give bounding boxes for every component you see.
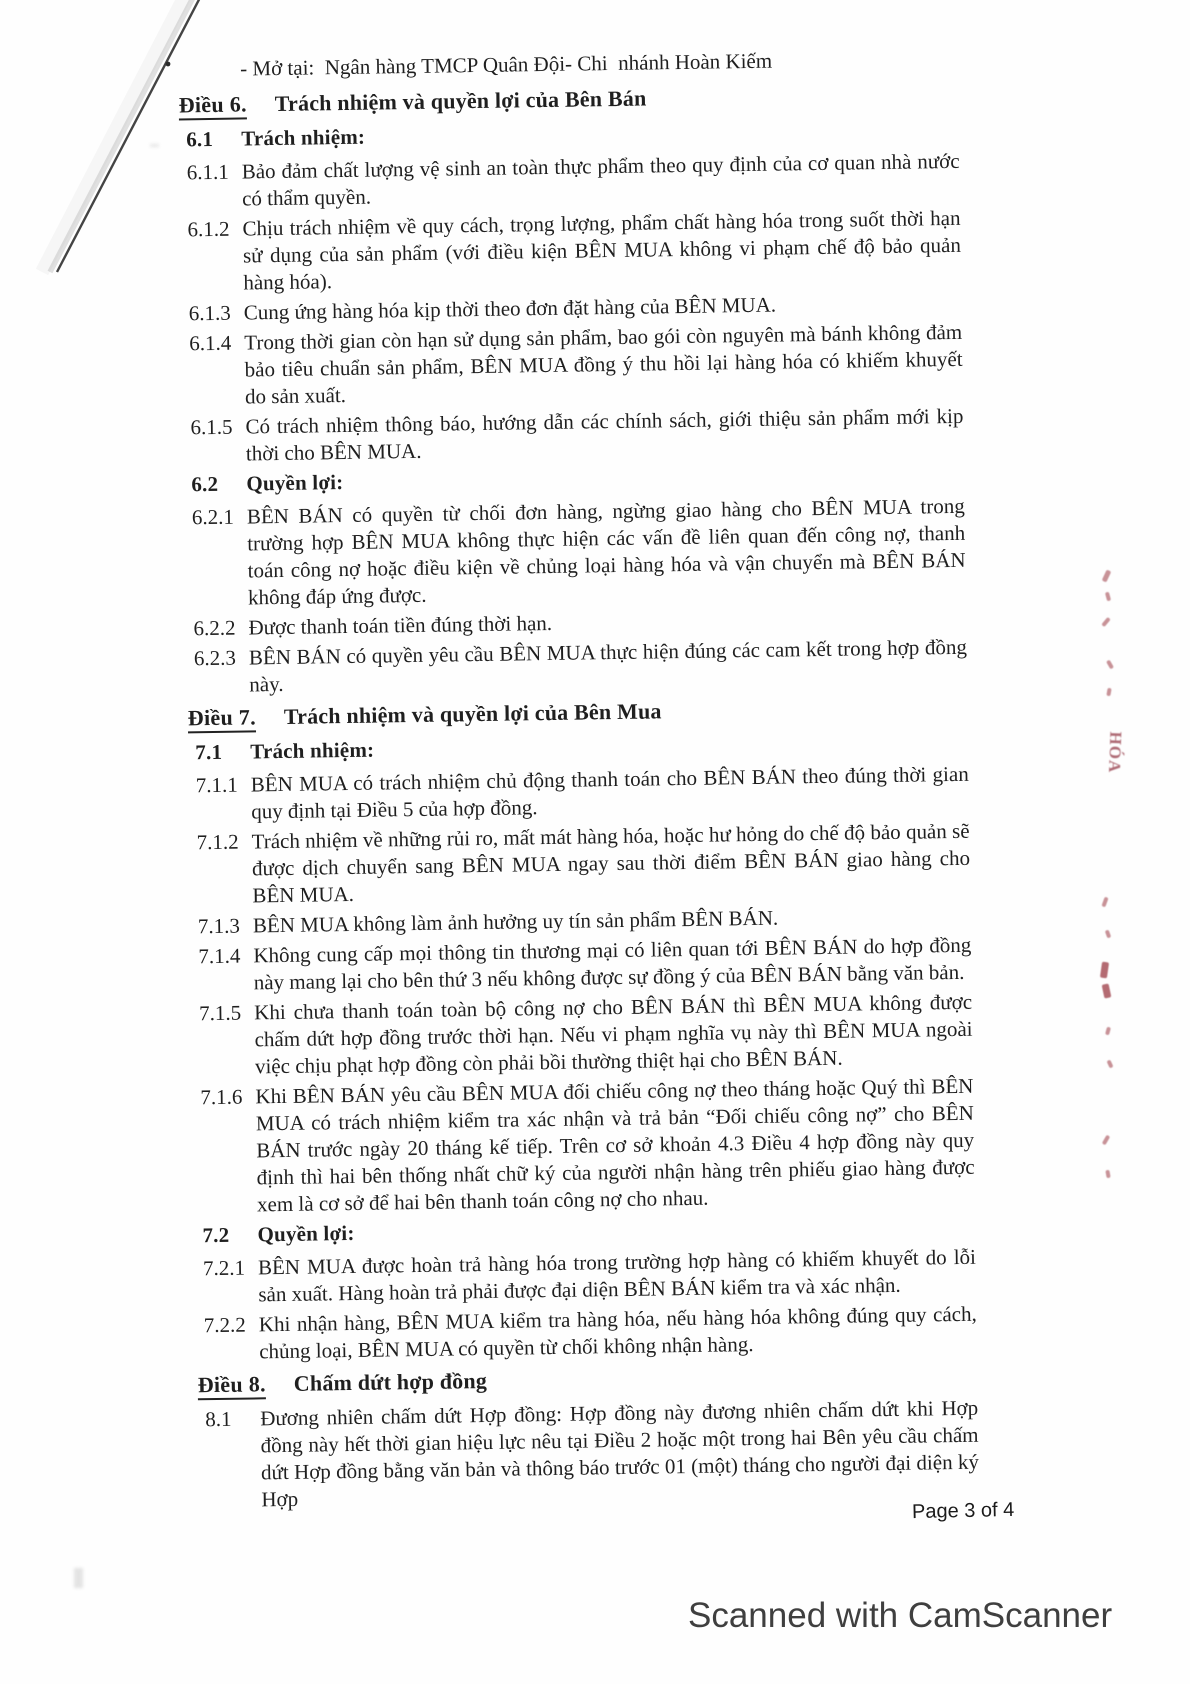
clause-number: 6.2.1 <box>191 504 235 530</box>
clause-number: 7.1 <box>195 739 223 765</box>
camscanner-watermark: Scanned with CamScanner <box>688 1596 1113 1635</box>
clause-text: BÊN BÁN có quyền yêu cầu BÊN MUA thực hiện đúng các cam kết trong hợp đồng này. <box>248 634 968 697</box>
clause-number: 7.1.2 <box>196 829 239 855</box>
clause-number: 6.1.3 <box>188 300 231 326</box>
red-stamp-mark <box>1101 617 1110 627</box>
clause-7-2-1 <box>196 1244 977 1310</box>
red-stamp-mark <box>1105 592 1111 602</box>
clause-text: Được thanh toán tiền đúng thời hạn. <box>248 610 553 640</box>
section-heading-6-1 <box>179 115 959 154</box>
clause-7-2-2 <box>197 1301 978 1367</box>
clause-text: Khi nhận hàng, BÊN MUA kiểm tra hàng hóa, nếu hàng hóa không đúng quy cách, chủng loại, BÊN MUA có quyền từ chối không nhận hàng. <box>258 1301 977 1364</box>
clause-text: Chịu trách nhiệm về quy cách, trọng lượng, phẩm chất hàng hóa trong suốt thời hạn sử dụng của sản phẩm (với điều kiện BÊN MUA không vi phạm chế độ bảo quản hàng hóa). <box>242 205 962 295</box>
clause-text: Có trách nhiệm thông báo, hướng dẫn các chính sách, giới thiệu sản phẩm mới kịp thời cho BÊN MUA. <box>245 403 964 466</box>
scan-smudge <box>74 1568 83 1588</box>
clause-number: 7.2.2 <box>203 1312 247 1338</box>
article-heading-i-u-6 <box>179 80 959 120</box>
clause-number: 6.2.2 <box>193 615 236 641</box>
red-stamp-mark <box>1105 1027 1111 1036</box>
red-stamp-mark <box>1105 1170 1110 1179</box>
red-stamp-mark <box>1101 897 1108 908</box>
article-title: Chấm dứt hợp đồng <box>293 1368 488 1396</box>
clause-number: 6.1.5 <box>190 414 233 440</box>
red-stamp-mark <box>1105 930 1111 939</box>
clause-number: 6.1.2 <box>187 216 230 242</box>
clause-text: Bảo đảm chất lượng vệ sinh an toàn thực phẩm theo quy định của cơ quan nhà nước có thẩm quyền. <box>241 148 960 211</box>
article-number: Điều 8. <box>198 1371 267 1400</box>
clause-text: Trách nhiệm: <box>241 124 366 151</box>
red-stamp-mark <box>1102 1135 1110 1146</box>
document-body <box>178 45 980 1517</box>
clause-number: 6.1.1 <box>186 159 229 185</box>
clause-text: Khi chưa thanh toán toàn bộ công nợ cho BÊN BÁN thì BÊN MUA không được chấm dứt hợp đồng trước thời hạn. Nếu vi phạm nghĩa vụ này thì BÊN MUA ngoài việc chịu phạt hợp đồng còn phải bồi thường thiệt hại cho BÊN BÁN. <box>254 989 973 1079</box>
section-heading-7-1 <box>188 728 968 767</box>
clause-number: 6.1.4 <box>189 330 232 356</box>
red-stamp-mark <box>1100 962 1109 979</box>
article-number: Điều 6. <box>179 91 248 120</box>
clause-7-1-1 <box>189 761 970 827</box>
clause-6-2-1 <box>185 493 967 613</box>
clause-number: 7.1.5 <box>199 1000 242 1026</box>
red-stamp-fragment: HÓA <box>1104 731 1126 774</box>
red-stamp-mark <box>1106 660 1114 670</box>
clause-number: 8.1 <box>205 1406 232 1432</box>
clause-number: 7.1.6 <box>200 1084 243 1110</box>
clause-7-1-5 <box>192 989 973 1082</box>
clause-number: 6.2.3 <box>193 645 237 671</box>
clause-number: 7.1.4 <box>198 943 241 969</box>
clause-number: 7.2 <box>202 1222 230 1248</box>
clause-number: 7.2.1 <box>202 1255 246 1281</box>
article-title: Trách nhiệm và quyền lợi của Bên Mua <box>283 698 662 729</box>
article-heading-i-u-8 <box>198 1360 978 1400</box>
clause-6-1-4 <box>182 319 963 412</box>
clause-text: Trong thời gian còn hạn sử dụng sản phẩm, bao gói còn nguyên mà bánh không đảm bảo tiêu chuẩn sản phẩm, BÊN MUA đồng ý thu hồi lại hàng hóa có khiếm khuyết do sản xuất. <box>244 319 963 409</box>
bank-account-line: - Mở tại: Ngân hàng TMCP Quân Đội- Chi nhánh Hoàn Kiếm <box>240 48 773 81</box>
clause-number: 6.1 <box>186 126 214 152</box>
clause-text: Đương nhiên chấm dứt Hợp đồng: Hợp đồng này đương nhiên chấm dứt khi Hợp đồng này hết thời gian hiệu lực nêu tại Điều 2 hoặc một trong hai Bên yêu cầu chấm dứt Hợp đồng bằng văn bản và thông báo trước 01 (một) tháng cho người đại diện ký Hợp <box>260 1395 980 1512</box>
clause-text: Không cung cấp mọi thông tin thương mại có liên quan tới BÊN BÁN do hợp đồng này mang lại cho bên thứ 3 nếu không được sự đồng ý của BÊN BÁN bằng văn bản. <box>253 932 972 995</box>
clause-6-1-1 <box>180 148 961 214</box>
article-title: Trách nhiệm và quyền lợi của Bên Bán <box>274 85 647 117</box>
article-heading-i-u-7 <box>188 693 968 733</box>
clause-6-2-3 <box>187 634 968 700</box>
page-number: Page 3 of 4 <box>911 1498 1015 1524</box>
clause-6-1-5 <box>183 403 964 469</box>
clause-text: BÊN MUA có trách nhiệm chủ động thanh toán cho BÊN BÁN theo đúng thời gian quy định tại Điều 5 của hợp đồng. <box>250 761 969 824</box>
clause-text: Quyền lợi: <box>246 470 344 496</box>
scan-smudge <box>150 144 159 147</box>
clause-text: BÊN MUA không làm ảnh hưởng uy tín sản phẩm BÊN BÁN. <box>252 905 779 938</box>
clause-7-1-2 <box>189 818 970 911</box>
clause-8-1 <box>198 1395 980 1515</box>
clause-number: 6.2 <box>191 471 219 497</box>
sections <box>179 80 980 1514</box>
clause-number: 7.1.1 <box>195 772 238 798</box>
article-number: Điều 7. <box>188 704 257 733</box>
clause-text: Trách nhiệm về những rủi ro, mất mát hàng hóa, hoặc hư hỏng do chế độ bảo quản sẽ được dịch chuyển sang BÊN MUA ngay sau thời điểm BÊN BÁN giao hàng cho BÊN MUA. <box>251 818 971 908</box>
clause-text: Khi BÊN BÁN yêu cầu BÊN MUA đối chiếu công nợ theo tháng hoặc Quý thì BÊN MUA có trách nhiệm kiểm tra xác nhận và trả bản “Đối chiếu công nợ” cho BÊN BÁN trước ngày 20 tháng kế tiếp. Trên cơ sở khoản 4.3 Điều 4 hợp đồng này quy định thì hai bên thống nhất chữ ký của người nhận hàng trên phiếu giao hàng được xem là cơ sở để hai bên thanh toán công nợ cho nhau. <box>255 1073 975 1217</box>
clause-text: BÊN BÁN có quyền từ chối đơn hàng, ngừng giao hàng cho BÊN MUA trong trường hợp BÊN MUA không thực hiện các vấn đề liên quan đến công nợ, thanh toán công nợ hoặc điều kiện về chủng loại hàng hóa và vận chuyển mà BÊN BÁN không đáp ứng được. <box>246 493 966 610</box>
clause-7-1-4 <box>191 932 972 998</box>
clause-text: Quyền lợi: <box>257 1220 355 1247</box>
red-stamp-mark <box>1106 1060 1113 1069</box>
clause-text: BÊN MUA được hoàn trả hàng hóa trong trường hợp hàng có khiếm khuyết do lỗi sản xuất. Hàng hoàn trả phải được đại diện BÊN BÁN kiểm tra và xác nhận. <box>257 1244 977 1307</box>
clause-6-1-2 <box>180 205 961 298</box>
red-stamp-mark <box>1106 688 1111 697</box>
clause-text: Cung ứng hàng hóa kịp thời theo đơn đặt hàng của BÊN MUA. <box>243 292 777 325</box>
clause-text: Trách nhiệm: <box>250 737 375 764</box>
clause-number: 7.1.3 <box>197 913 241 939</box>
red-stamp-mark <box>1102 570 1112 583</box>
red-stamp-mark <box>1102 983 1112 998</box>
clause-7-1-6 <box>193 1073 975 1220</box>
